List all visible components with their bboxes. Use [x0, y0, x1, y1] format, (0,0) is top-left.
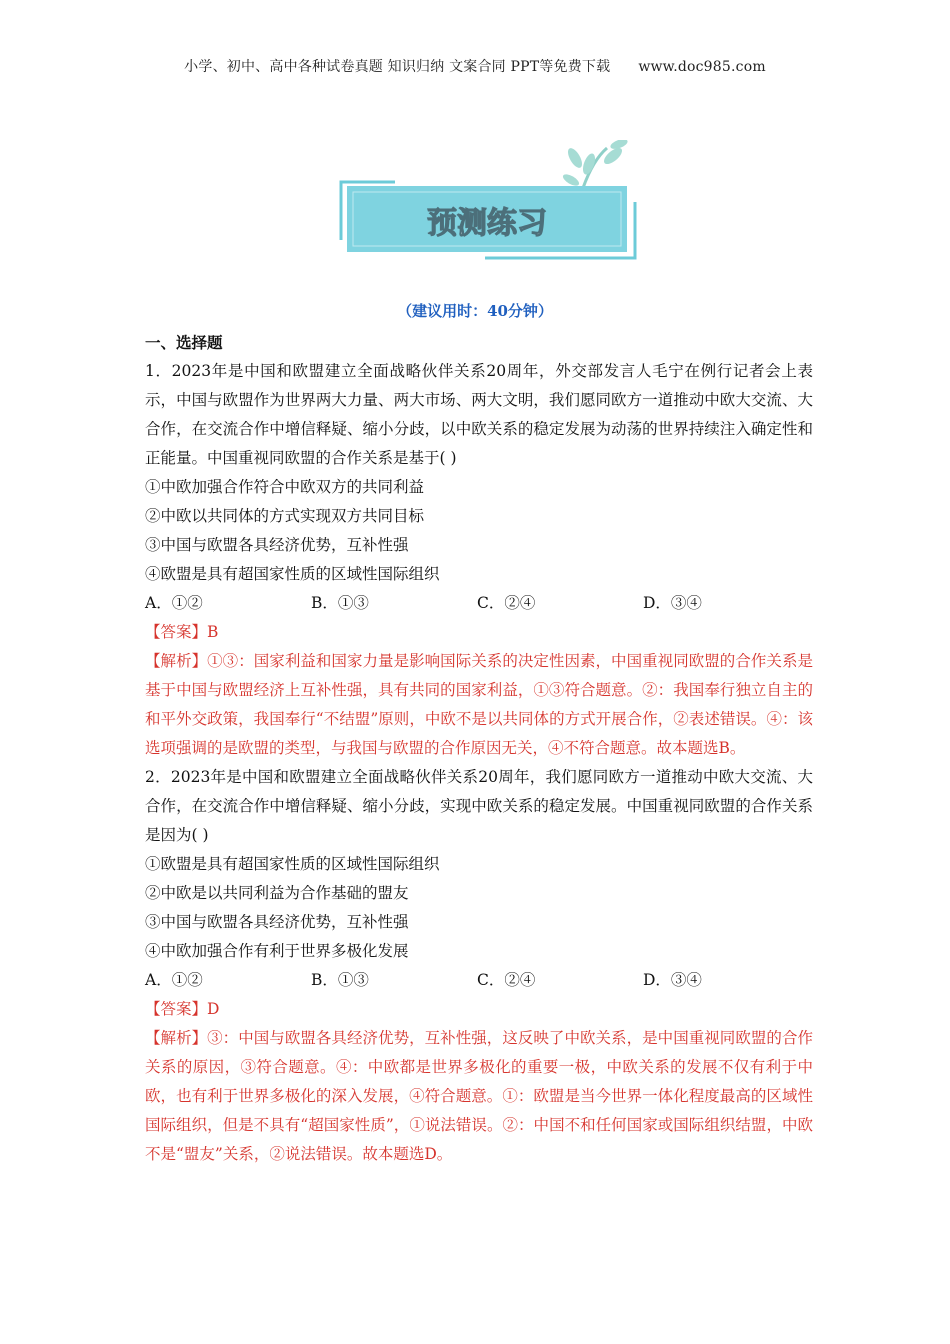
option-c: C．②④: [477, 971, 536, 989]
statement-item: ③中国与欧盟各具经济优势，互补性强: [145, 536, 409, 554]
question-1: [145, 357, 813, 763]
statement-item: ④欧盟是具有超国家性质的区域性国际组织: [145, 565, 440, 583]
option-a: A．①②: [145, 594, 203, 612]
header-text: 小学、初中、高中各种试卷真题 知识归纳 文案合同 PPT等免费下载: [184, 59, 611, 75]
question-stem: 2．2023年是中国和欧盟建立全面战略伙伴关系20周年，我们愿同欧方一道推动中欧大交流、大合作，在交流合作中增信释疑、缩小分歧，实现中欧关系的稳定发展。中国重视同欧盟的合作关系是因为( ): [145, 768, 813, 844]
statement-item: ①欧盟是具有超国家性质的区域性国际组织: [145, 855, 440, 873]
question-2: [145, 763, 813, 1169]
statement-item: ③中国与欧盟各具经济优势，互补性强: [145, 913, 409, 931]
option-b: B．①③: [311, 594, 369, 612]
suggested-time: （建议用时：40分钟）: [397, 302, 553, 320]
option-a: A．①②: [145, 971, 203, 989]
option-b: B．①③: [311, 971, 369, 989]
options-row: [145, 966, 813, 995]
question-content: [145, 328, 813, 1169]
statement-item: ②中欧以共同体的方式实现双方共同目标: [145, 507, 425, 525]
explanation: 【解析】③：中国与欧盟各具经济优势，互补性强，这反映了中欧关系，是中国重视同欧盟的合作关系的原因，③符合题意。④：中欧都是世界多极化的重要一极，中欧关系的发展不仅有利于中欧，也有利于世界多极化的深入发展，④符合题意。①：欧盟是当今世界一体化程度最高的区域性国际组织，但是不具有“超国家性质”，①说法错误。②：中国不和任何国家或国际组织结盟，中欧不是“盟友”关系，②说法错误。故本题选D。: [145, 1029, 813, 1163]
option-c: C．②④: [477, 594, 536, 612]
statement-item: ④中欧加强合作有利于世界多极化发展: [145, 942, 409, 960]
banner: [335, 140, 645, 270]
explanation: 【解析】①③：国家利益和国家力量是影响国际关系的决定性因素，中国重视同欧盟的合作关系是基于中国与欧盟经济上互补性强，具有共同的国家利益，①③符合题意。②：我国奉行独立自主的和平外交政策，我国奉行“不结盟”原则，中欧不是以共同体的方式开展合作，②表述错误。④：该选项强调的是欧盟的类型，与我国与欧盟的合作原因无关，④不符合题意。故本题选B。: [145, 652, 813, 757]
question-stem: 1．2023年是中国和欧盟建立全面战略伙伴关系20周年，外交部发言人毛宁在例行记者会上表示，中国与欧盟作为世界两大力量、两大市场、两大文明，我们愿同欧方一道推动中欧大交流、大合作，在交流合作中增信释疑、缩小分歧，以中欧关系的稳定发展为动荡的世界持续注入确定性和正能量。中国重视同欧盟的合作关系是基于( ): [145, 362, 813, 467]
option-d: D．③④: [643, 594, 702, 612]
header-url[interactable]: www.doc985.com: [638, 59, 766, 75]
option-d: D．③④: [643, 971, 702, 989]
leaf-icon: [561, 140, 629, 188]
page-header: [0, 56, 950, 76]
statement-item: ②中欧是以共同利益为合作基础的盟友: [145, 884, 409, 902]
banner-title: 预测练习: [427, 206, 547, 241]
options-row: [145, 589, 813, 618]
statement-item: ①中欧加强合作符合中欧双方的共同利益: [145, 478, 425, 496]
answer: 【答案】B: [145, 623, 219, 641]
section-title: 一、选择题: [145, 333, 223, 352]
answer: 【答案】D: [145, 1000, 220, 1018]
